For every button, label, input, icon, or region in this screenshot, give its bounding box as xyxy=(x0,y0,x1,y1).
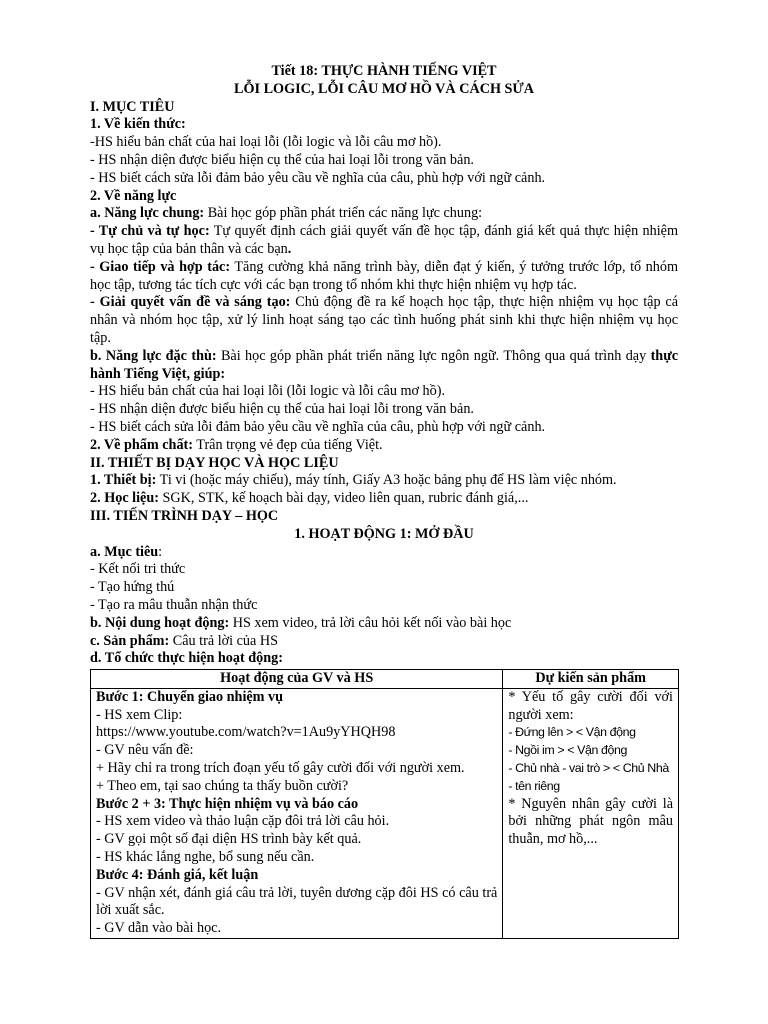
section-heading-process: III. TIẾN TRÌNH DẠY – HỌC xyxy=(90,507,279,524)
table-header-product: Dự kiến sản phẩm xyxy=(503,670,679,689)
activity-table xyxy=(90,669,679,939)
step4-label: Bước 4: Đánh giá, kết luận xyxy=(96,866,259,883)
section-heading-goals: I. MỤC TIÊU xyxy=(90,98,175,115)
goal-line xyxy=(90,544,678,562)
step4-line: - GV dẫn vào bài học. xyxy=(96,920,222,937)
quality-label: 2. Về phẩm chất: xyxy=(90,436,193,453)
knowledge-item: -HS hiểu bản chất của hai loại lỗi (lỗi logic và lỗi câu mơ hồ). xyxy=(90,134,442,151)
section-heading-equipment: II. THIẾT BỊ DẠY HỌC VÀ HỌC LIỆU xyxy=(90,454,339,471)
table-row xyxy=(91,688,679,938)
activity-title: 1. HOẠT ĐỘNG 1: MỞ ĐẦU xyxy=(294,525,474,542)
autonomy-paragraph xyxy=(90,223,678,259)
product-text: Câu trả lời của HS xyxy=(169,632,278,649)
specific-ability-bold: thực hành Tiếng Việt, giúp: xyxy=(90,347,679,382)
specific-item: - HS hiểu bản chất của hai loại lỗi (lỗi logic và lỗi câu mơ hồ). xyxy=(90,383,445,400)
product-item: - Chủ nhà - vai trò > < Chủ Nhà - tên riêng xyxy=(508,761,669,793)
problem-solving-paragraph xyxy=(90,294,678,347)
lesson-subtitle: LỖI LOGIC, LỖI CÂU MƠ HỒ VÀ CÁCH SỬA xyxy=(234,80,534,97)
goal-item: - Tạo hứng thú xyxy=(90,579,175,596)
product-line xyxy=(90,633,678,651)
organization-heading: d. Tổ chức thực hiện hoạt động: xyxy=(90,650,283,667)
product-cell xyxy=(503,688,679,938)
content-line xyxy=(90,615,678,633)
goal-colon: : xyxy=(158,543,163,560)
product-label: c. Sản phẩm: xyxy=(90,632,170,649)
step4-line: - GV nhận xét, đánh giá câu trả lời, tuyên dương cặp đôi HS có câu trả lời xuất sắc. xyxy=(96,884,498,919)
knowledge-item: - HS nhận diện được biểu hiện cụ thể của hai loại lỗi trong văn bản. xyxy=(90,151,474,168)
autonomy-end: . xyxy=(287,240,292,257)
step23-line: - HS xem video và thảo luận cặp đôi trả lời câu hỏi. xyxy=(96,813,390,830)
product-item: - Đứng lên > < Vận động xyxy=(508,725,636,740)
ability-heading: 2. Về năng lực xyxy=(90,187,177,204)
step1-line: - HS xem Clip: xyxy=(96,706,183,723)
clip-link[interactable]: https://www.youtube.com/watch?v=1Au9yYHQH98 xyxy=(96,724,396,741)
specific-ability-label: b. Năng lực đặc thù: xyxy=(90,347,217,364)
material-label: 2. Học liệu: xyxy=(90,490,159,507)
communication-label: - Giao tiếp và hợp tác: xyxy=(90,258,231,275)
specific-ability-text: Bài học góp phần phát triển năng lực ngôn ngữ. Thông qua quá trình dạy xyxy=(216,347,651,364)
general-ability xyxy=(90,205,678,223)
quality-text: Trân trọng vẻ đẹp của tiếng Việt. xyxy=(193,436,383,453)
goal-prefix: a xyxy=(90,543,98,560)
table-header-activity: Hoạt động của GV và HS xyxy=(91,670,503,689)
material-line xyxy=(90,490,678,508)
material-text: SGK, STK, kế hoạch bài dạy, video liên quan, rubric đánh giá,... xyxy=(158,490,529,507)
step1-line: + Theo em, tại sao chúng ta thấy buồn cười? xyxy=(96,777,349,794)
specific-item: - HS nhận diện được biểu hiện cụ thể của hai loại lỗi trong văn bản. xyxy=(90,401,474,418)
lesson-title: Tiết 18: THỰC HÀNH TIẾNG VIỆT xyxy=(271,63,497,79)
specific-ability-paragraph xyxy=(90,348,678,384)
communication-text: Tăng cường khả năng trình bày, diễn đạt ý kiến, ý tưởng trước lớp, tổ nhóm học tập, tương tác tích cực với các bạn trong tổ nhóm khi thực hiện nhiệm vụ hợp tác. xyxy=(90,258,678,293)
general-ability-text: Bài học góp phần phát triển các năng lực chung: xyxy=(204,205,483,222)
autonomy-text: Tự quyết định cách giải quyết vấn đề học tập, đánh giá kết quả thực hiện nhiệm vụ học tập của bản thân và các bạn xyxy=(90,223,678,257)
goal-item: - Kết nối tri thức xyxy=(90,561,186,578)
step1-line: + Hãy chỉ ra trong trích đoạn yếu tố gây cười đối với người xem. xyxy=(96,760,465,777)
problem-solving-label: - Giải quyết vấn đề và sáng tạo: xyxy=(90,294,291,311)
specific-item: - HS biết cách sửa lỗi đảm bảo yêu cầu về nghĩa của câu, phù hợp với ngữ cảnh. xyxy=(90,418,546,435)
device-text: Ti vi (hoặc máy chiếu), máy tính, Giấy A3 hoặc bảng phụ để HS làm việc nhóm. xyxy=(156,472,617,489)
device-label: 1. Thiết bị: xyxy=(90,472,157,489)
knowledge-heading: 1. Về kiến thức: xyxy=(90,116,186,133)
step23-line: - HS khác lắng nghe, bổ sung nếu cần. xyxy=(96,849,315,866)
content-label: b. Nội dung hoạt động: xyxy=(90,614,230,631)
device-line xyxy=(90,472,678,490)
problem-solving-text: Chủ động đề ra kế hoạch học tập, thực hiện nhiệm vụ học tập cá nhân và nhóm học tập, xử lý linh hoạt sáng tạo các tình huống phát sinh khi thực hiện nhiệm vụ học tập. xyxy=(90,294,679,346)
product-intro: * Yếu tố gây cười đối với người xem: xyxy=(508,688,673,723)
step23-line: - GV gọi một số đại diện HS trình bày kết quả. xyxy=(96,831,362,848)
table-header-row xyxy=(91,670,679,689)
product-item: - Ngồi im > < Vận động xyxy=(508,743,627,758)
step1-line: - GV nêu vấn đề: xyxy=(96,742,194,759)
step23-label: Bước 2 + 3: Thực hiện nhiệm vụ và báo cáo xyxy=(96,795,359,812)
step1-label: Bước 1: Chuyển giao nhiệm vụ xyxy=(96,688,284,705)
document-page xyxy=(90,63,678,939)
goal-label: . Mục tiêu xyxy=(97,543,159,560)
knowledge-item: - HS biết cách sửa lỗi đảm bảo yêu cầu về nghĩa của câu, phù hợp với ngữ cảnh. xyxy=(90,169,546,186)
autonomy-label: - Tự chủ và tự học: xyxy=(90,223,210,240)
communication-paragraph xyxy=(90,259,678,295)
general-ability-label: a. Năng lực chung: xyxy=(90,205,205,222)
activity-cell xyxy=(91,688,503,938)
content-text: HS xem video, trả lời câu hỏi kết nối vào bài học xyxy=(229,614,512,631)
product-reason: * Nguyên nhân gây cười là bởi những phát ngôn mâu thuẫn, mơ hồ,... xyxy=(508,795,673,848)
quality-line xyxy=(90,437,678,455)
goal-item: - Tạo ra mâu thuẫn nhận thức xyxy=(90,596,258,613)
